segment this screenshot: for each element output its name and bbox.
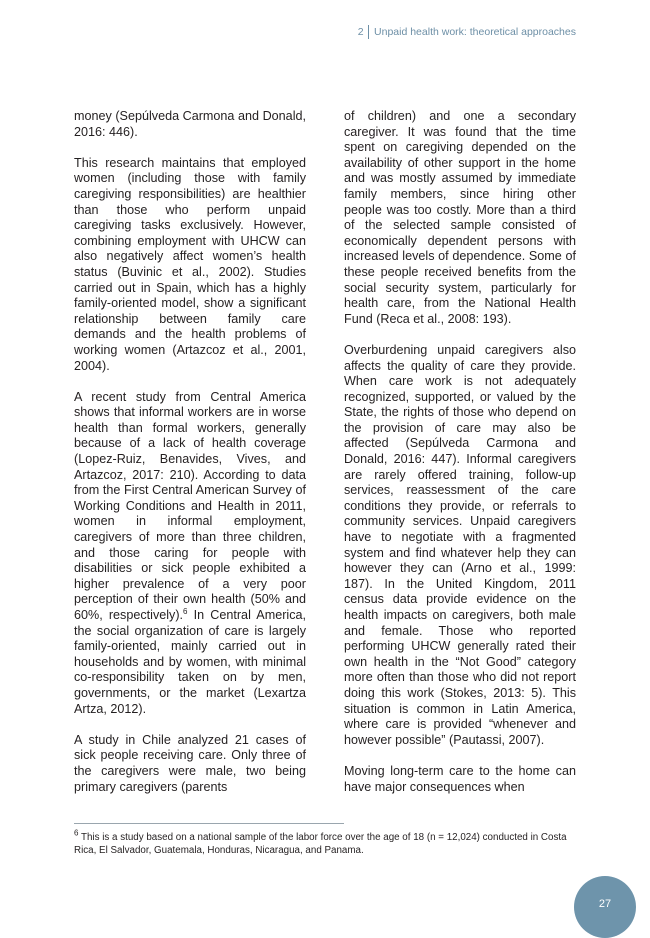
footnote-reference[interactable]: 6 — [183, 606, 188, 616]
paragraph: A study in Chile analyzed 21 cases of sick people receiving care. Only three of the caregivers were male, two being primary caregivers (parents — [74, 732, 306, 794]
header-divider — [368, 25, 370, 39]
footnote-text: This is a study based on a national sample of the labor force over the age of 18 (n = 12,024) conducted in Costa Rica, El Salvador, Guatemala, Honduras, Nicaragua, and Panama. — [74, 832, 567, 856]
footnote-divider — [74, 823, 344, 824]
paragraph: of children) and one a secondary caregiver. It was found that the time spent on caregiving depended on the availability of other support in the home and was mostly assumed by immediate family members, since hiring other people was too costly. More than a third of the selected sample consisted of economically dependent persons with increased levels of dependence. Some of these people received benefits from the social security system, particularly for health care, from the National Health Fund (Reca et al., 2008: 193). — [344, 109, 576, 326]
paragraph: Moving long-term care to the home can have major consequences when — [344, 763, 576, 794]
page-number-badge — [574, 876, 636, 938]
right-column — [344, 109, 576, 795]
paragraph-text: In Central America, the social organization of care is largely family-oriented, mainly carried out in households and by women, with minimal co-responsibility taken on by men, governments, or the market (Lexartza Artza, 2012). — [74, 608, 306, 716]
paragraph-text: A recent study from Central America shows that informal workers are in worse health than formal workers, generally because of a lack of health coverage (Lopez-Ruiz, Benavides, Vives, and Artazcoz, 2017: 210). According to data from the First Central American Survey of Working Conditions and Health in 2011, women in informal employment, caregivers of more than three children, and those caring for people with disabilities or sick people exhibited a higher prevalence of a very poor perception of their own health (50% and 60%, respectively). — [74, 389, 306, 622]
paragraph: Overburdening unpaid caregivers also affects the quality of care they provide. When care work is not adequately recognized, supported, or valued by the State, the rights of those who depend on the provision of care may also be affected (Sepúlveda Carmona and Donald, 2016: 447). Informal caregivers are rarely offered training, follow-up services, reassessment of the care conditions they provide, or referrals to community services. Unpaid caregivers have to negotiate with a fragmented system and find whatever help they can however they can (Arno et al., 1999: 187). In the United Kingdom, 2011 census data provide evidence on the health impacts on caregivers, both male and female. Those who reported performing UHCW generally rated their own health in the “Not Good” category more often than those who did not report doing this work (Stokes, 2013: 5). This situation is common in Latin America, where care is provided “whenever and however possible” (Pautassi, 2007). — [344, 342, 576, 747]
page-number: 27 — [598, 898, 612, 910]
left-column — [74, 109, 306, 795]
chapter-number: 2 — [357, 26, 364, 38]
paragraph — [74, 390, 306, 717]
paragraph: money (Sepúlveda Carmona and Donald, 2016: 446). — [74, 109, 306, 139]
paragraph: This research maintains that employed women (including those with family caregiving responsibilities) are healthier than those who perform unpaid caregiving tasks exclusively. However, combining employment with UHCW can also negatively affect women’s health status (Buvinic et al., 2002). Studies carried out in Spain, which has a highly family-oriented model, show a significant relationship between family care demands and the health problems of working women (Artazcoz et al., 2001, 2004). — [74, 155, 306, 373]
chapter-title: Unpaid health work: theoretical approaches — [374, 26, 576, 38]
footnote — [74, 828, 579, 858]
footnote-marker: 6 — [74, 828, 79, 838]
running-header — [358, 25, 576, 39]
